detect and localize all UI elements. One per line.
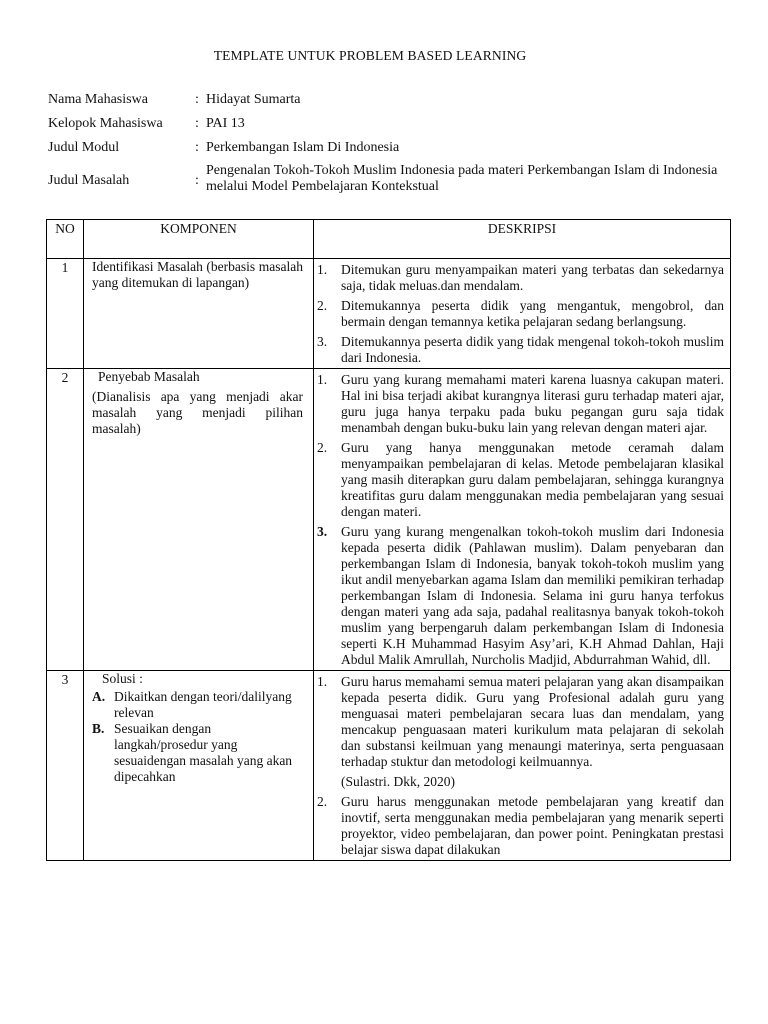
solusi-letter: A. (92, 689, 106, 704)
info-value: Hidayat Sumarta (206, 92, 301, 107)
table-row (47, 259, 731, 369)
info-label: Nama Mahasiswa (48, 92, 148, 107)
komponen-cell (84, 259, 314, 369)
deskripsi-list (317, 674, 724, 770)
pbl-table (46, 219, 731, 861)
item-text: Ditemukannya peserta didik yang tidak mengenal tokoh-tokoh muslim dari Indonesia. (341, 334, 724, 365)
komponen-cell (84, 369, 314, 671)
item-number: 1. (317, 262, 328, 277)
list-item (317, 372, 724, 436)
list-item (317, 524, 724, 668)
item-text: Guru yang kurang mengenalkan tokoh-tokoh muslim dari Indonesia kepada peserta didik (Pahlawan muslim). Dalam penyebaran dan perkembangan Islam di Indonesia, banyak tokoh-tokoh muslim yang ikut andil menyebarkan agama Islam dan memiliki pemikiran terhadap perkembangan Islam di Indonesia. Selama ini guru hanya terfokus dengan materi yang ada saja, padahal realitasnya banyak tokoh-tokoh muslim yang berpengaruh dalam perkembangan Islam di Indonesia seperti K.H Muhammad Hasyim Asy’ari, K.H Ahmad Dahlan, Haji Abdul Malik Amrullah, Nurcholis Madjid, Abdurrahman Wahid, dll. (341, 524, 724, 667)
info-label: Judul Modul (48, 140, 120, 155)
item-text: Guru harus menggunakan metode pembelajaran yang kreatif dan inovtif, serta menggunakan media pembelajaran yang menarik seperti proyektor, video pembelajaran, dan power point. Peningkatan prestasi belajar siswa dapat dilakukan (341, 794, 724, 857)
item-number: 3. (317, 524, 328, 539)
deskripsi-cell (314, 671, 731, 861)
komponen-text: (Dianalisis apa yang menjadi akar masalah yang menjadi pilihan masalah) (92, 389, 303, 436)
solusi-item (92, 721, 303, 785)
solusi-text: Dikaitkan dengan teori/dalilyang relevan (114, 689, 292, 720)
deskripsi-cell (314, 259, 731, 369)
info-value: PAI 13 (206, 116, 245, 131)
row-number: 3 (47, 671, 84, 861)
table-header-row (47, 220, 731, 259)
row-number: 2 (47, 369, 84, 671)
info-colon: : (195, 140, 199, 155)
table-row (47, 369, 731, 671)
solusi-list (92, 689, 303, 785)
item-number: 2. (317, 794, 328, 809)
solusi-label: Solusi : (102, 671, 143, 686)
list-item (317, 334, 724, 366)
list-item (317, 262, 724, 294)
info-colon: : (195, 173, 199, 188)
document-title: TEMPLATE UNTUK PROBLEM BASED LEARNING (213, 48, 527, 63)
citation: (Sulastri. Dkk, 2020) (341, 774, 455, 789)
solusi-item (92, 689, 303, 721)
komponen-text: Identifikasi Masalah (berbasis masalah yang ditemukan di lapangan) (92, 259, 303, 290)
item-text: Guru yang hanya menggunakan metode ceramah dalam menyampaikan pembelajaran di kelas. Metode pembelajaran klasikal yang masih diterapkan guru dalam pembelajaran, sehingga kurangnya kreatifitas guru dalam menggunakan media pembelajaran yang sesuai dengan materi. (341, 440, 724, 519)
solusi-letter: B. (92, 721, 105, 736)
komponen-cell (84, 671, 314, 861)
info-label: Kelopok Mahasiswa (48, 116, 163, 131)
list-item (317, 674, 724, 770)
deskripsi-list (317, 262, 724, 366)
item-number: 2. (317, 298, 328, 313)
item-text: Guru harus memahami semua materi pelajaran yang akan disampaikan kepada peserta didik. Guru yang Profesional adalah guru yang menguasai materi pembelajaran secara luas dan mendalam, yang mencakup penguasaan materi kurikulum mata pelajaran di sekolah dan substansi keilmuan yang menaungi materinya, serta penguasaan terhadap stuktur dan metodologi keilmuannya. (341, 674, 724, 769)
list-item (317, 794, 724, 858)
info-row-modul (48, 139, 738, 156)
list-item (317, 298, 724, 330)
item-number: 2. (317, 440, 328, 455)
header-deskripsi: DESKRIPSI (314, 220, 731, 259)
info-value: Perkembangan Islam Di Indonesia (206, 140, 400, 155)
student-info (48, 91, 738, 195)
item-text: Guru yang kurang memahami materi karena luasnya cakupan materi. Hal ini bisa terjadi akibat kurangnya literasi guru terhadap materi ajar, guru juga hanya terpaku pada buku pegangan guru saja tidak menambah dengan buku-buku lain yang relevan dengan materi ajar. (341, 372, 724, 435)
item-text: Ditemukan guru menyampaikan materi yang terbatas dan sekedarnya saja, tidak meluas.dan mendalam. (341, 262, 724, 293)
info-row-nama (48, 91, 738, 108)
item-number: 3. (317, 334, 328, 349)
row-number: 1 (47, 259, 84, 369)
header-komponen: KOMPONEN (84, 220, 314, 259)
table-row (47, 671, 731, 861)
info-row-kelompok (48, 115, 738, 132)
info-colon: : (195, 116, 199, 131)
deskripsi-list (317, 372, 724, 668)
info-label: Judul Masalah (48, 173, 130, 188)
item-number: 1. (317, 674, 328, 689)
deskripsi-cell (314, 369, 731, 671)
item-text: Ditemukannya peserta didik yang mengantuk, mengobrol, dan bermain dengan temannya ketika pelajaran sedang berlangsung. (341, 298, 724, 329)
info-row-masalah (48, 163, 738, 195)
list-item (317, 440, 724, 520)
deskripsi-list (317, 794, 724, 858)
info-colon: : (195, 92, 199, 107)
header-no: NO (47, 220, 84, 259)
solusi-text: Sesuaikan dengan langkah/prosedur yang sesuaidengan masalah yang akan dipecahkan (114, 721, 293, 784)
komponen-label: Penyebab Masalah (98, 369, 200, 384)
item-number: 1. (317, 372, 328, 387)
info-value: Pengenalan Tokoh-Tokoh Muslim Indonesia pada materi Perkembangan Islam di Indonesia melalui Model Pembelajaran Kontekstual (206, 163, 718, 194)
